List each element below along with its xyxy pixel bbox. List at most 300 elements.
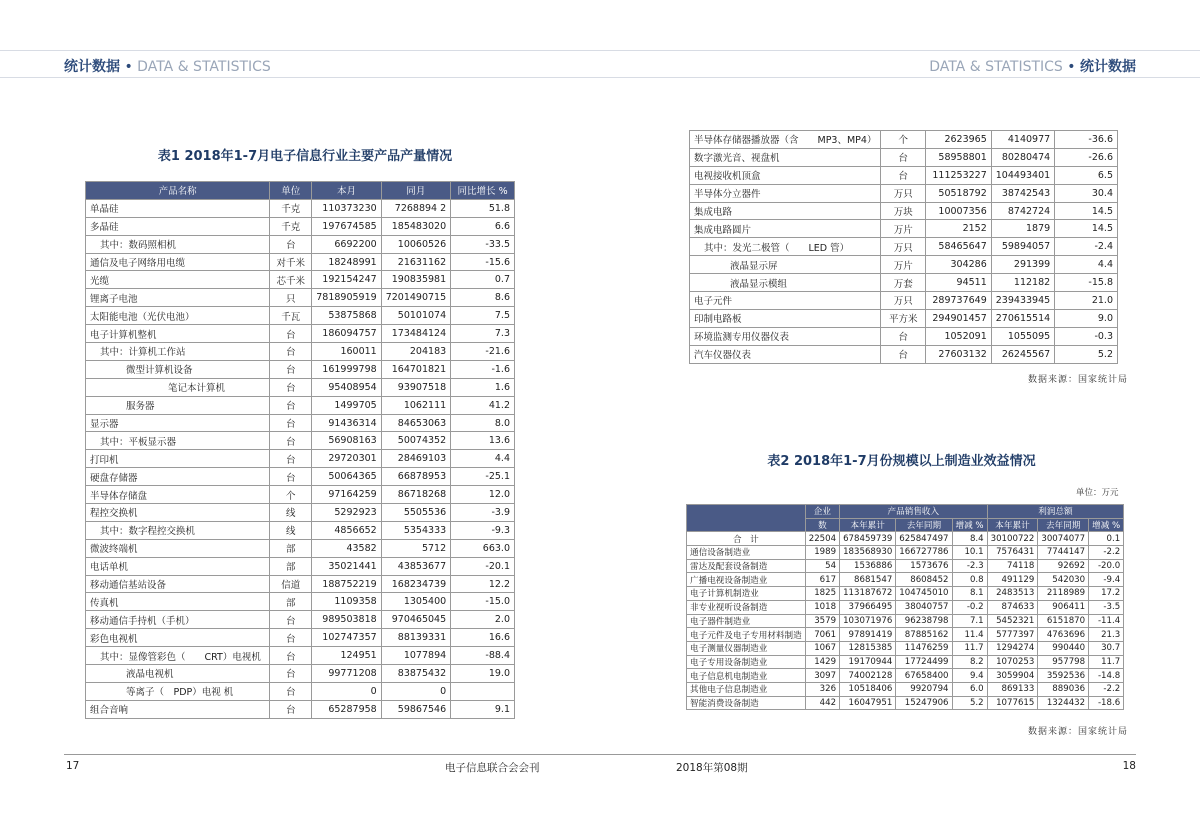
- table-cell: 29720301: [312, 450, 381, 468]
- product-name-cell: 半导体存储盘: [86, 486, 270, 504]
- table-cell: 970465045: [381, 611, 450, 629]
- header-left-cn: 统计数据: [64, 59, 120, 75]
- table-cell: 289737649: [926, 292, 992, 310]
- table-cell: 889036: [1038, 682, 1089, 696]
- table-cell: 万只: [881, 184, 926, 202]
- product-name-cell: 其中：数码照相机: [86, 235, 270, 253]
- table-row: [690, 220, 1118, 238]
- table2-header-cell: 利润总额: [987, 505, 1124, 519]
- table-cell: 1294274: [987, 641, 1038, 655]
- table-row: [86, 414, 515, 432]
- product-name-cell: 移动通信手持机（手机）: [86, 611, 270, 629]
- table-cell: -21.6: [451, 343, 515, 361]
- product-name-cell: 电子计算机整机: [86, 325, 270, 343]
- table-cell: 874633: [987, 600, 1038, 614]
- table1-header-cell: 本月: [312, 182, 381, 200]
- industry-name-cell: 通信设备制造业: [687, 546, 806, 560]
- table-cell: 95408954: [312, 378, 381, 396]
- table-cell: 5.2: [1055, 345, 1118, 363]
- table-row: [690, 238, 1118, 256]
- table-cell: 1305400: [381, 593, 450, 611]
- table-cell: 91436314: [312, 414, 381, 432]
- product-name-cell: 太阳能电池（光伏电池）: [86, 307, 270, 325]
- table-cell: 台: [270, 432, 312, 450]
- table-cell: 112182: [991, 274, 1054, 292]
- table-cell: 110373230: [312, 199, 381, 217]
- table-cell: 21631162: [381, 253, 450, 271]
- table-row: [687, 532, 1124, 546]
- table-cell: 6.0: [952, 682, 987, 696]
- table-row: [86, 396, 515, 414]
- table-cell: 1070253: [987, 655, 1038, 669]
- table2: [686, 504, 1124, 710]
- table2-title: 表2 2018年1-7月份规模以上制造业效益情况: [767, 454, 1036, 469]
- table-cell: -20.1: [451, 557, 515, 575]
- product-name-cell: 单晶硅: [86, 199, 270, 217]
- table-cell: 270615514: [991, 309, 1054, 327]
- table-cell: 111253227: [926, 166, 992, 184]
- table-cell: 12.0: [451, 486, 515, 504]
- table-cell: 3059904: [987, 669, 1038, 683]
- table-row: [86, 486, 515, 504]
- table-cell: 617: [805, 573, 839, 587]
- table-cell: 4.4: [451, 450, 515, 468]
- table-cell: 0: [312, 682, 381, 700]
- table-cell: -9.3: [451, 521, 515, 539]
- table-cell: 28469103: [381, 450, 450, 468]
- table2-subheader-cell: 本年累计: [840, 518, 896, 532]
- table-cell: 5505536: [381, 504, 450, 522]
- table-cell: 万片: [881, 220, 926, 238]
- table-cell: 万套: [881, 274, 926, 292]
- table-row: [690, 309, 1118, 327]
- industry-name-cell: 电子测量仪器制造业: [687, 641, 806, 655]
- product-name-cell: 通信及电子网络用电缆: [86, 253, 270, 271]
- table-row: [86, 665, 515, 683]
- table-cell: 50518792: [926, 184, 992, 202]
- table-cell: 204183: [381, 343, 450, 361]
- table-cell: 30100722: [987, 532, 1038, 546]
- table-cell: 1573676: [896, 559, 952, 573]
- table-cell: 台: [270, 665, 312, 683]
- table-cell: 491129: [987, 573, 1038, 587]
- header-left-dot: •: [124, 59, 138, 75]
- table-cell: 台: [270, 647, 312, 665]
- table-cell: 1018: [805, 600, 839, 614]
- table-cell: 平方米: [881, 309, 926, 327]
- table-row: [687, 587, 1124, 601]
- table-row: [86, 575, 515, 593]
- table-cell: 台: [270, 450, 312, 468]
- table1-header-row: [86, 182, 515, 200]
- table2-header-cell: 产品销售收入: [840, 505, 988, 519]
- table-cell: 4856652: [312, 521, 381, 539]
- product-name-cell: 光缆: [86, 271, 270, 289]
- table-cell: 186094757: [312, 325, 381, 343]
- table-cell: 74118: [987, 559, 1038, 573]
- table-cell: 99771208: [312, 665, 381, 683]
- table-row: [86, 682, 515, 700]
- product-name-cell: 其中：数字程控交换机: [86, 521, 270, 539]
- table-cell: 7576431: [987, 546, 1038, 560]
- table-cell: 2483513: [987, 587, 1038, 601]
- table-cell: 4763696: [1038, 628, 1089, 642]
- product-name-cell: 其中：显像管彩色（ CRT）电视机: [86, 647, 270, 665]
- product-name-cell: 组合音响: [86, 700, 270, 718]
- table-cell: 个: [270, 486, 312, 504]
- product-name-cell: 汽车仪器仪表: [690, 345, 881, 363]
- product-name-cell: 多晶硅: [86, 217, 270, 235]
- product-name-cell: 程控交换机: [86, 504, 270, 522]
- table-cell: 41.2: [451, 396, 515, 414]
- table-cell: 只: [270, 289, 312, 307]
- table-cell: 部: [270, 539, 312, 557]
- table-cell: 台: [270, 414, 312, 432]
- table-cell: 161999798: [312, 360, 381, 378]
- table-cell: 12.2: [451, 575, 515, 593]
- table-cell: 103071976: [840, 614, 896, 628]
- product-name-cell: 其中：平板显示器: [86, 432, 270, 450]
- table-row: [86, 235, 515, 253]
- product-name-cell: 半导体存储器播放器（含 MP3、MP4）: [690, 131, 881, 149]
- table-cell: 13.6: [451, 432, 515, 450]
- product-name-cell: 笔记本计算机: [86, 378, 270, 396]
- product-name-cell: 其中：计算机工作站: [86, 343, 270, 361]
- table-row: [86, 325, 515, 343]
- product-name-cell: 服务器: [86, 396, 270, 414]
- table-cell: 部: [270, 593, 312, 611]
- product-name-cell: 其中：发光二极管（ LED 管）: [690, 238, 881, 256]
- product-name-cell: 集成电路圆片: [690, 220, 881, 238]
- table-cell: -11.4: [1089, 614, 1124, 628]
- table-cell: 9920794: [896, 682, 952, 696]
- table-cell: 1052091: [926, 327, 992, 345]
- table-cell: -20.0: [1089, 559, 1124, 573]
- table-cell: 50101074: [381, 307, 450, 325]
- table-cell: 对千米: [270, 253, 312, 271]
- table-row: [86, 647, 515, 665]
- product-name-cell: 等离子（ PDP）电视 机: [86, 682, 270, 700]
- table-cell: 173484124: [381, 325, 450, 343]
- table-row: [86, 343, 515, 361]
- table-cell: 304286: [926, 256, 992, 274]
- table-cell: 104493401: [991, 166, 1054, 184]
- table-row: [86, 700, 515, 718]
- table-cell: 54: [805, 559, 839, 573]
- table-cell: 7.5: [451, 307, 515, 325]
- table-cell: 663.0: [451, 539, 515, 557]
- table-cell: 0: [381, 682, 450, 700]
- table-cell: 30074077: [1038, 532, 1089, 546]
- table-cell: 164701821: [381, 360, 450, 378]
- table-cell: 8.1: [952, 587, 987, 601]
- table-cell: 8.4: [952, 532, 987, 546]
- table-cell: 190835981: [381, 271, 450, 289]
- industry-name-cell: 智能消费设备制造: [687, 696, 806, 710]
- table-cell: 台: [270, 396, 312, 414]
- table-row: [687, 573, 1124, 587]
- table2-unit: 单位：万元: [1076, 488, 1119, 498]
- table-row: [86, 593, 515, 611]
- table-row: [687, 696, 1124, 710]
- table-cell: 291399: [991, 256, 1054, 274]
- table-cell: 990440: [1038, 641, 1089, 655]
- table-cell: 957798: [1038, 655, 1089, 669]
- table-cell: 183568930: [840, 546, 896, 560]
- table-cell: -9.4: [1089, 573, 1124, 587]
- table-cell: 台: [270, 235, 312, 253]
- industry-name-cell: 电子元件及电子专用材料制造: [687, 628, 806, 642]
- table-cell: 188752219: [312, 575, 381, 593]
- table-cell: 1879: [991, 220, 1054, 238]
- table-cell: 294901457: [926, 309, 992, 327]
- industry-name-cell: 电子专用设备制造业: [687, 655, 806, 669]
- table2-subheader-cell: 本年累计: [987, 518, 1038, 532]
- table-row: [690, 166, 1118, 184]
- table-cell: -3.9: [451, 504, 515, 522]
- table-cell: 326: [805, 682, 839, 696]
- table-cell: -2.2: [1089, 546, 1124, 560]
- industry-name-cell: 合 计: [687, 532, 806, 546]
- table-cell: 22504: [805, 532, 839, 546]
- table-cell: 0.1: [1089, 532, 1124, 546]
- table-row: [86, 468, 515, 486]
- table-cell: 80280474: [991, 148, 1054, 166]
- table-cell: 台: [270, 468, 312, 486]
- table-cell: 万只: [881, 292, 926, 310]
- footer-journal: 电子信息联合会会刊: [445, 762, 540, 774]
- table-row: [86, 611, 515, 629]
- table-cell: 94511: [926, 274, 992, 292]
- table-row: [86, 289, 515, 307]
- table-cell: 12815385: [840, 641, 896, 655]
- table-cell: -88.4: [451, 647, 515, 665]
- table-cell: 17.2: [1089, 587, 1124, 601]
- table-cell: 台: [270, 378, 312, 396]
- product-name-cell: 液晶显示屏: [690, 256, 881, 274]
- table-cell: -15.0: [451, 593, 515, 611]
- table-row: [690, 292, 1118, 310]
- table-row: [86, 521, 515, 539]
- table-row: [86, 253, 515, 271]
- table-row: [687, 655, 1124, 669]
- industry-name-cell: 广播电视设备制造业: [687, 573, 806, 587]
- table-cell: 625847497: [896, 532, 952, 546]
- product-name-cell: 电话单机: [86, 557, 270, 575]
- table-cell: 83875432: [381, 665, 450, 683]
- table2-subheader-cell: 数: [805, 518, 839, 532]
- table-cell: 7744147: [1038, 546, 1089, 560]
- table-cell: -14.8: [1089, 669, 1124, 683]
- product-name-cell: 移动通信基站设备: [86, 575, 270, 593]
- table-row: [86, 271, 515, 289]
- table-cell: 1055095: [991, 327, 1054, 345]
- industry-name-cell: 雷达及配套设备制造: [687, 559, 806, 573]
- table-cell: 6.5: [1055, 166, 1118, 184]
- table-cell: 台: [270, 343, 312, 361]
- footer-rule: [64, 754, 1136, 755]
- table-cell: 台: [881, 166, 926, 184]
- industry-name-cell: 电子计算机制造业: [687, 587, 806, 601]
- table-row: [690, 345, 1118, 363]
- industry-name-cell: 电子器件制造业: [687, 614, 806, 628]
- table-row: [690, 131, 1118, 149]
- header-right-dot: •: [1067, 59, 1080, 75]
- table-cell: 442: [805, 696, 839, 710]
- industry-name-cell: 其他电子信息制造业: [687, 682, 806, 696]
- header-right-en: DATA & STATISTICS: [929, 59, 1063, 75]
- table1-continued: [689, 130, 1118, 364]
- table-row: [687, 682, 1124, 696]
- table-row: [690, 327, 1118, 345]
- footer-page-right: 18: [1122, 760, 1136, 772]
- table-cell: 8.0: [451, 414, 515, 432]
- table2-subheader-cell: 增减 %: [1089, 518, 1124, 532]
- table-cell: 1825: [805, 587, 839, 601]
- table-cell: 6.6: [451, 217, 515, 235]
- table-cell: 166727786: [896, 546, 952, 560]
- table-cell: 10060526: [381, 235, 450, 253]
- table-cell: 线: [270, 521, 312, 539]
- table2-header-row: [687, 505, 1124, 519]
- table-cell: 4.4: [1055, 256, 1118, 274]
- table2-header-cell: 企业: [805, 505, 839, 519]
- table-cell: 11.7: [952, 641, 987, 655]
- table1-header-cell: 同月: [381, 182, 450, 200]
- table-row: [690, 274, 1118, 292]
- table-cell: 1.6: [451, 378, 515, 396]
- table-row: [86, 378, 515, 396]
- table-cell: 部: [270, 557, 312, 575]
- industry-name-cell: 非专业视听设备制造: [687, 600, 806, 614]
- table-cell: 59867546: [381, 700, 450, 718]
- table1-header-cell: 单位: [270, 182, 312, 200]
- table1-title: 表1 2018年1-7月电子信息行业主要产品产量情况: [157, 149, 453, 164]
- table-cell: 0.7: [451, 271, 515, 289]
- table2-subheader-cell: 增减 %: [952, 518, 987, 532]
- header-bottom-rule: [0, 77, 1200, 78]
- table-cell: 万只: [881, 238, 926, 256]
- table-cell: 30.4: [1055, 184, 1118, 202]
- table-cell: [451, 682, 515, 700]
- table-cell: 万片: [881, 256, 926, 274]
- table-cell: 37966495: [840, 600, 896, 614]
- table-cell: 93907518: [381, 378, 450, 396]
- table2-source: 数据来源：国家统计局: [1028, 727, 1129, 737]
- table-cell: 1989: [805, 546, 839, 560]
- table-cell: -15.6: [451, 253, 515, 271]
- table-cell: 3579: [805, 614, 839, 628]
- table-cell: -15.8: [1055, 274, 1118, 292]
- table-cell: 1077894: [381, 647, 450, 665]
- table-cell: 66878953: [381, 468, 450, 486]
- table-cell: 124951: [312, 647, 381, 665]
- table-row: [86, 629, 515, 647]
- table1-header-cell: 同比增长 %: [451, 182, 515, 200]
- table-cell: 台: [270, 360, 312, 378]
- table2-subheader-cell: 去年同期: [1038, 518, 1089, 532]
- footer-page-left: 17: [66, 760, 80, 772]
- table-cell: 97891419: [840, 628, 896, 642]
- table2-subheader-cell: 去年同期: [896, 518, 952, 532]
- table-row: [687, 669, 1124, 683]
- product-name-cell: 液晶显示模组: [690, 274, 881, 292]
- table-row: [86, 450, 515, 468]
- table-cell: 43853677: [381, 557, 450, 575]
- table-cell: 21.0: [1055, 292, 1118, 310]
- product-name-cell: 印制电路板: [690, 309, 881, 327]
- table-cell: 16047951: [840, 696, 896, 710]
- table-cell: 58465647: [926, 238, 992, 256]
- table-cell: 19.0: [451, 665, 515, 683]
- table-cell: 6692200: [312, 235, 381, 253]
- product-name-cell: 数字激光音、视盘机: [690, 148, 881, 166]
- table-cell: 35021441: [312, 557, 381, 575]
- table-cell: 86718268: [381, 486, 450, 504]
- table-cell: 2623965: [926, 131, 992, 149]
- table-cell: 14.5: [1055, 220, 1118, 238]
- table-cell: 1324432: [1038, 696, 1089, 710]
- header-right-cn: 统计数据: [1080, 59, 1136, 75]
- table-cell: 1077615: [987, 696, 1038, 710]
- table-cell: 1062111: [381, 396, 450, 414]
- product-name-cell: 液晶电视机: [86, 665, 270, 683]
- table-cell: 8681547: [840, 573, 896, 587]
- table-cell: 542030: [1038, 573, 1089, 587]
- table-cell: 2.0: [451, 611, 515, 629]
- table1-source: 数据来源：国家统计局: [1028, 375, 1129, 385]
- header-left: [64, 56, 271, 76]
- table-cell: 台: [881, 345, 926, 363]
- product-name-cell: 硬盘存储器: [86, 468, 270, 486]
- table-cell: -2.3: [952, 559, 987, 573]
- table-cell: 9.1: [451, 700, 515, 718]
- table-cell: 台: [270, 325, 312, 343]
- table-cell: -33.5: [451, 235, 515, 253]
- table-cell: 51.8: [451, 199, 515, 217]
- product-name-cell: 电子元件: [690, 292, 881, 310]
- footer-issue: 2018年第08期: [676, 762, 748, 774]
- table-cell: 台: [270, 700, 312, 718]
- table-cell: 102747357: [312, 629, 381, 647]
- table-cell: 869133: [987, 682, 1038, 696]
- table-row: [687, 600, 1124, 614]
- table-cell: 千克: [270, 217, 312, 235]
- header-left-en: DATA & STATISTICS: [137, 59, 271, 75]
- table-cell: 11.7: [1089, 655, 1124, 669]
- product-name-cell: 电视接收机顶盒: [690, 166, 881, 184]
- table-cell: 96238798: [896, 614, 952, 628]
- table-cell: 6151870: [1038, 614, 1089, 628]
- table-cell: 9.0: [1055, 309, 1118, 327]
- table-row: [86, 360, 515, 378]
- table-cell: 906411: [1038, 600, 1089, 614]
- table-row: [690, 256, 1118, 274]
- table-cell: 5712: [381, 539, 450, 557]
- table-cell: 千克: [270, 199, 312, 217]
- product-name-cell: 彩色电视机: [86, 629, 270, 647]
- table-cell: 84653063: [381, 414, 450, 432]
- table-cell: 3592536: [1038, 669, 1089, 683]
- table-cell: 74002128: [840, 669, 896, 683]
- table-cell: -25.1: [451, 468, 515, 486]
- table-cell: 50074352: [381, 432, 450, 450]
- table-row: [687, 641, 1124, 655]
- table1: [85, 181, 515, 719]
- product-name-cell: 传真机: [86, 593, 270, 611]
- table-cell: 2152: [926, 220, 992, 238]
- table-cell: 线: [270, 504, 312, 522]
